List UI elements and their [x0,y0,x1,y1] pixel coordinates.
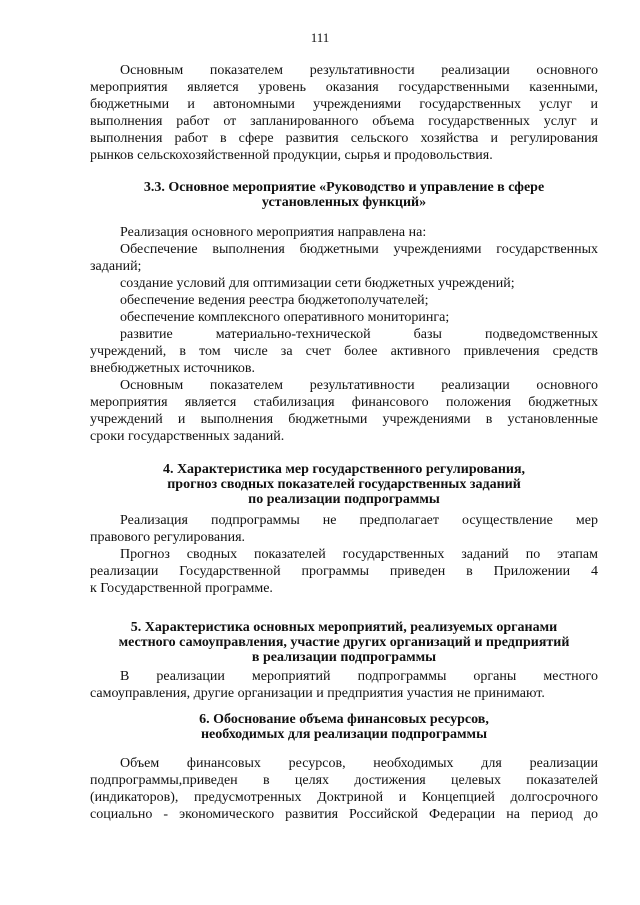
heading-line: 3.3. Основное мероприятие «Руководство и управление в сфере [143,180,545,195]
text-line: Объем финансовых ресурсов, необходимых для реализации [120,756,598,771]
section-heading-5 [90,620,598,665]
text-line: создание условий для оптимизации сети бюджетных учреждений; [120,276,515,291]
paragraph-main-indicator-2 [90,377,598,445]
paragraph-development [90,326,598,377]
text-line: мероприятия является уровень оказания государственными казенными, [90,80,598,95]
text-line: социально - экономического развития Российской Федерации на период до [90,807,598,822]
text-line: Прогноз сводных показателей государственных заданий по этапам [120,547,598,562]
heading-line: в реализации подпрограммы [251,650,437,665]
text-line: бюджетными и автономными учреждениями государственных услуг и [90,97,598,112]
text-line: (индикаторов), предусмотренных Доктриной и Концепцией долгосрочного [90,790,598,805]
text-line: обеспечение комплексного оперативного мониторинга; [120,310,450,325]
text-line: реализации Государственной программы приведен в Приложении 4 [90,564,598,579]
heading-line: установленных функций» [261,195,427,210]
text-line: выполнения работ от запланированного объема государственных услуг и [90,114,598,129]
text-line: рынков сельскохозяйственной продукции, сырья и продовольствия. [90,148,493,163]
text-line: Обеспечение выполнения бюджетными учреждениями государственных [120,242,598,257]
text-line: обеспечение ведения реестра бюджетополучателей; [120,293,429,308]
paragraph-registry [90,292,598,309]
text-line: учреждений, в том числе за счет более активного привлечения средств [90,344,598,359]
paragraph-optimization [90,275,598,292]
paragraph-regulation [90,512,598,546]
text-line: правового регулирования. [90,530,246,545]
text-line: внебюджетных источников. [90,361,256,376]
paragraph-main-indicator-1 [90,62,598,164]
text-line: самоуправления, другие организации и предприятия участия не принимают. [90,686,545,701]
text-line: развитие материально-технической базы подведомственных [120,327,598,342]
heading-line: местного самоуправления, участие других организаций и предприятий [118,635,570,650]
heading-line: 4. Характеристика мер государственного регулирования, [162,462,526,477]
section-heading-6 [90,712,598,742]
text-line: заданий; [90,259,142,274]
text-line: к Государственной программе. [90,581,273,596]
text-line: В реализации мероприятий подпрограммы органы местного [120,669,598,684]
text-line: сроки государственных заданий. [90,429,285,444]
section-heading-4 [90,462,598,507]
text-line: Реализация основного мероприятия направлена на: [120,225,427,240]
heading-line: по реализации подпрограммы [248,492,440,507]
page-number: 111 [310,30,330,45]
section-heading-3-3 [90,180,598,210]
heading-line: 6. Обоснование объема финансовых ресурсов, [199,712,489,727]
paragraph-monitoring [90,309,598,326]
paragraph-ensure-tasks [90,241,598,275]
text-line: выполнения работ в сфере развития сельского хозяйства и регулирования [90,131,598,146]
paragraph-financing [90,755,598,823]
paragraph-local-government [90,668,598,702]
heading-line: необходимых для реализации подпрограммы [200,727,488,742]
text-line: учреждений и выполнения бюджетными учреждениями в установленные [90,412,598,427]
paragraph-directions-intro [90,224,598,241]
heading-line: прогноз сводных показателей государственных заданий [167,477,521,492]
text-line: Основным показателем результативности реализации основного [120,378,598,393]
text-line: Реализация подпрограммы не предполагает осуществление мер [120,513,598,528]
paragraph-forecast [90,546,598,597]
text-line: подпрограммы,приведен в целях достижения целевых показателей [90,773,598,788]
text-line: мероприятия является стабилизация финансового положения бюджетных [90,395,598,410]
text-line: Основным показателем результативности реализации основного [120,63,598,78]
heading-line: 5. Характеристика основных мероприятий, реализуемых органами [130,620,558,635]
